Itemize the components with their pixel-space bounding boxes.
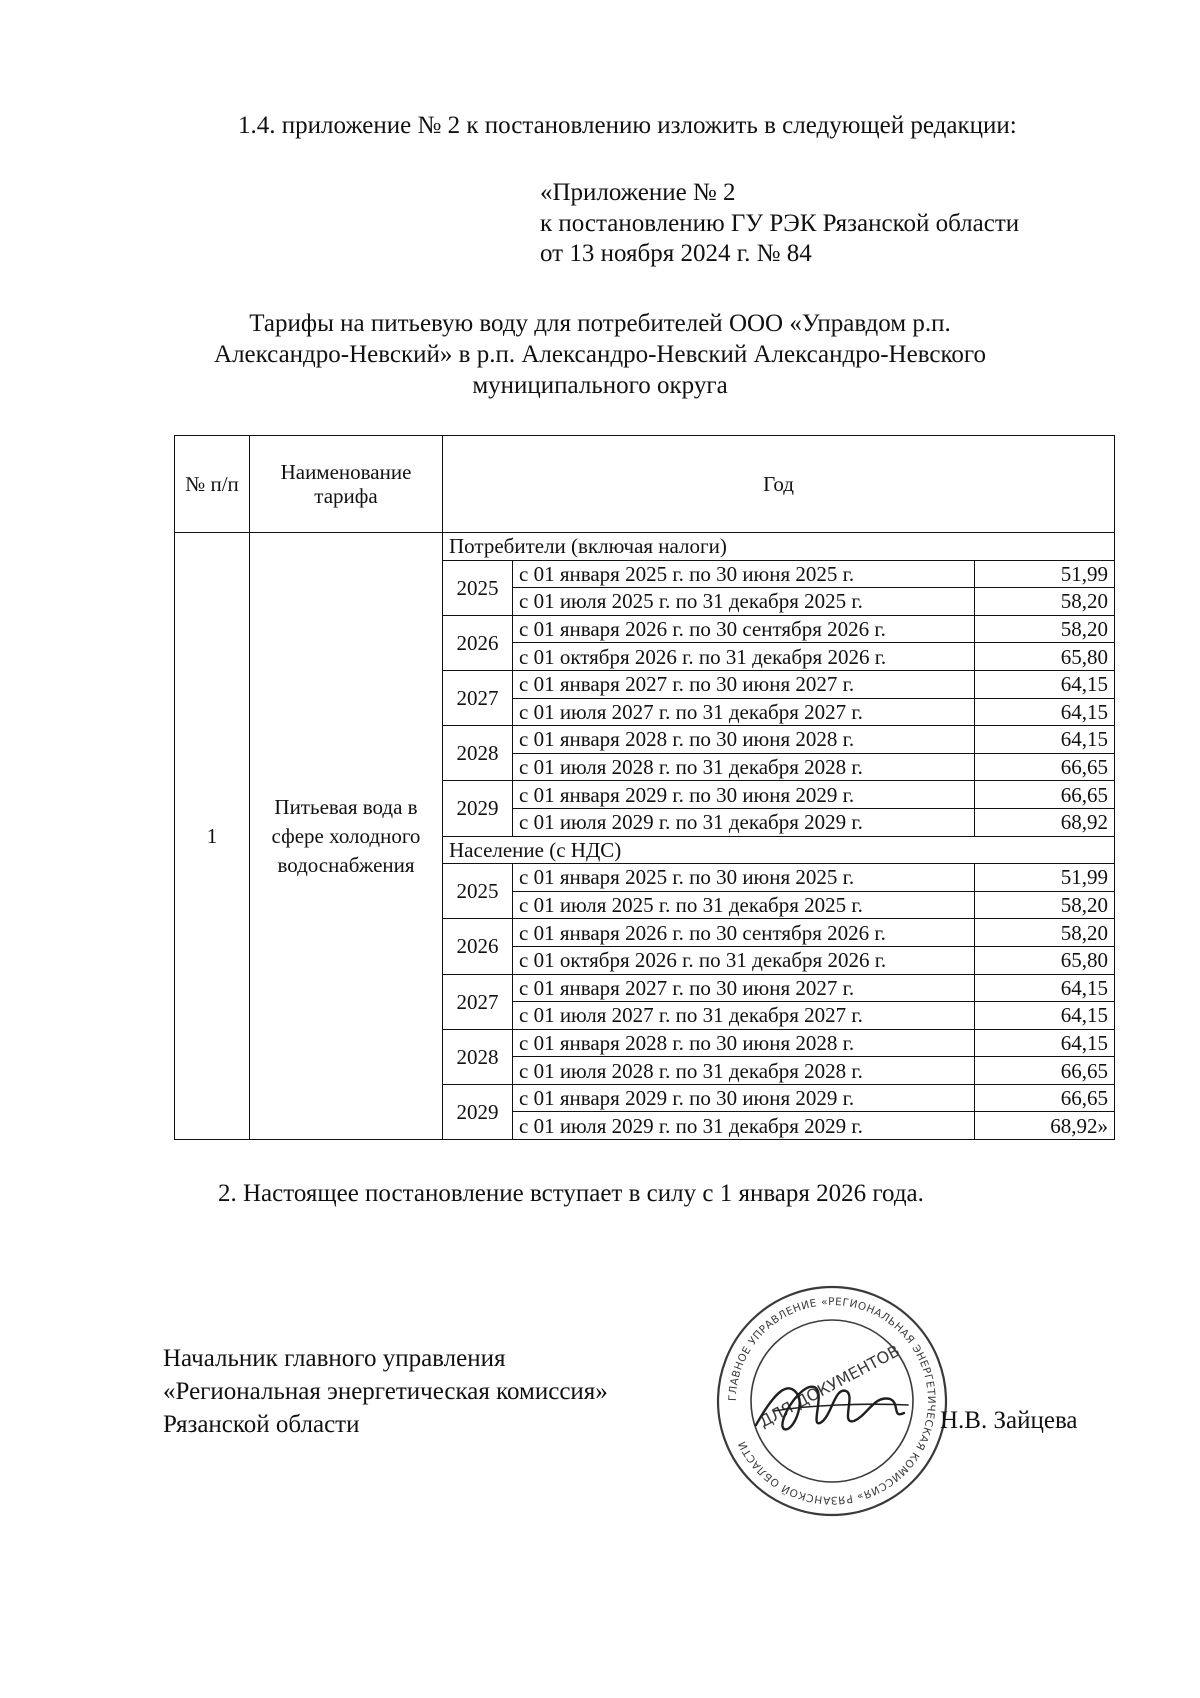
period-cell: с 01 января 2025 г. по 30 июня 2025 г. — [513, 864, 975, 892]
tariff-value: 65,80 — [975, 643, 1115, 671]
period-cell: с 01 января 2029 г. по 30 июня 2029 г. — [513, 1084, 975, 1112]
period-cell: с 01 июля 2029 г. по 31 декабря 2029 г. — [513, 808, 975, 836]
tariff-value: 51,99 — [975, 560, 1115, 588]
group-title: Население (с НДС) — [443, 836, 1115, 864]
period-cell: с 01 января 2026 г. по 30 сентября 2026 г. — [513, 919, 975, 947]
tariff-value: 66,65 — [975, 753, 1115, 781]
tariff-value: 64,15 — [975, 974, 1115, 1002]
signatory-title-line-1: Начальник главного управления — [163, 1345, 506, 1372]
period-cell: с 01 июля 2028 г. по 31 декабря 2028 г. — [513, 753, 975, 781]
appendix-line-1: «Приложение № 2 — [540, 179, 736, 206]
tariff-value: 66,65 — [975, 1057, 1115, 1085]
tariff-value: 66,65 — [975, 1084, 1115, 1112]
tariff-value: 64,15 — [975, 698, 1115, 726]
year-cell: 2027 — [443, 974, 513, 1029]
year-cell: 2025 — [443, 560, 513, 615]
period-cell: с 01 октября 2026 г. по 31 декабря 2026 г. — [513, 946, 975, 974]
group-title: Потребители (включая налоги) — [443, 533, 1115, 561]
period-cell: с 01 июля 2025 г. по 31 декабря 2025 г. — [513, 891, 975, 919]
tariff-table-body — [175, 533, 1115, 1140]
signatory-name: Н.В. Зайцева — [940, 1407, 1078, 1434]
tariff-value: 64,15 — [975, 1002, 1115, 1030]
stamp-center-text: ДЛЯ ДОКУМЕНТОВ — [755, 1341, 903, 1432]
signatory-title — [163, 1342, 608, 1441]
year-cell: 2028 — [443, 726, 513, 781]
period-cell: с 01 октября 2026 г. по 31 декабря 2026 г. — [513, 643, 975, 671]
tariff-value: 68,92 — [975, 808, 1115, 836]
header-name: Наименование тарифа — [250, 436, 443, 533]
header-num: № п/п — [175, 436, 250, 533]
period-cell: с 01 июля 2027 г. по 31 декабря 2027 г. — [513, 698, 975, 726]
stamp-outer-ring — [718, 1287, 946, 1515]
tariff-value: 51,99 — [975, 864, 1115, 892]
tariff-value: 58,20 — [975, 588, 1115, 616]
year-cell: 2026 — [443, 615, 513, 670]
tariff-value: 64,15 — [975, 726, 1115, 754]
tariff-value: 66,65 — [975, 781, 1115, 809]
table-title — [150, 308, 1050, 401]
tariff-value: 58,20 — [975, 919, 1115, 947]
period-cell: с 01 января 2028 г. по 30 июня 2028 г. — [513, 726, 975, 754]
year-cell: 2028 — [443, 1029, 513, 1084]
official-stamp — [714, 1283, 950, 1519]
period-cell: с 01 января 2027 г. по 30 июня 2027 г. — [513, 670, 975, 698]
period-cell: с 01 января 2026 г. по 30 сентября 2026 г. — [513, 615, 975, 643]
group-header-row — [175, 533, 1115, 561]
signatory-title-line-3: Рязанской области — [163, 1411, 360, 1438]
tariff-name: Питьевая вода в сфере холодного водоснабжения — [250, 533, 443, 1140]
year-cell: 2026 — [443, 919, 513, 974]
tariff-value: 68,92» — [975, 1112, 1115, 1140]
table-title-line-2: Александро-Невский» в р.п. Александро-Невский Александро-Невского — [214, 341, 986, 368]
period-cell: с 01 января 2029 г. по 30 июня 2029 г. — [513, 781, 975, 809]
stamp-ring-text: ГЛАВНОЕ УПРАВЛЕНИЕ «РЕГИОНАЛЬНАЯ ЭНЕРГЕТИЧЕСКАЯ КОМИССИЯ» РЯЗАНСКОЙ ОБЛАСТИ — [726, 1295, 938, 1507]
table-title-line-3: муниципального округа — [472, 372, 728, 399]
appendix-line-2: к постановлению ГУ РЭК Рязанской области — [540, 209, 1020, 237]
year-cell: 2025 — [443, 864, 513, 919]
tariff-value: 65,80 — [975, 946, 1115, 974]
tariff-value: 58,20 — [975, 615, 1115, 643]
clause-1-4: 1.4. приложение № 2 к постановлению изложить в следующей редакции: — [238, 112, 1017, 139]
period-cell: с 01 июля 2025 г. по 31 декабря 2025 г. — [513, 588, 975, 616]
table-title-line-1: Тарифы на питьевую воду для потребителей ООО «Управдом р.п. — [249, 310, 951, 337]
tariff-table — [174, 435, 1115, 1140]
header-year-period: Год — [443, 436, 1115, 533]
period-cell: с 01 января 2027 г. по 30 июня 2027 г. — [513, 974, 975, 1002]
period-cell: с 01 января 2028 г. по 30 июня 2028 г. — [513, 1029, 975, 1057]
clause-2: 2. Настоящее постановление вступает в силу с 1 января 2026 года. — [218, 1180, 924, 1207]
period-cell: с 01 июля 2028 г. по 31 декабря 2028 г. — [513, 1057, 975, 1085]
period-cell: с 01 января 2025 г. по 30 июня 2025 г. — [513, 560, 975, 588]
year-cell: 2027 — [443, 670, 513, 725]
period-cell: с 01 июля 2027 г. по 31 декабря 2027 г. — [513, 1002, 975, 1030]
tariff-value: 64,15 — [975, 1029, 1115, 1057]
appendix-header — [540, 178, 1019, 270]
row-number: 1 — [175, 533, 250, 1140]
tariff-value: 64,15 — [975, 670, 1115, 698]
tariff-value: 58,20 — [975, 891, 1115, 919]
year-cell: 2029 — [443, 1084, 513, 1139]
year-cell: 2029 — [443, 781, 513, 836]
period-cell: с 01 июля 2029 г. по 31 декабря 2029 г. — [513, 1112, 975, 1140]
signatory-title-line-2: «Региональная энергетическая комиссия» — [163, 1378, 608, 1405]
appendix-line-3: от 13 ноября 2024 г. № 84 — [540, 240, 812, 267]
